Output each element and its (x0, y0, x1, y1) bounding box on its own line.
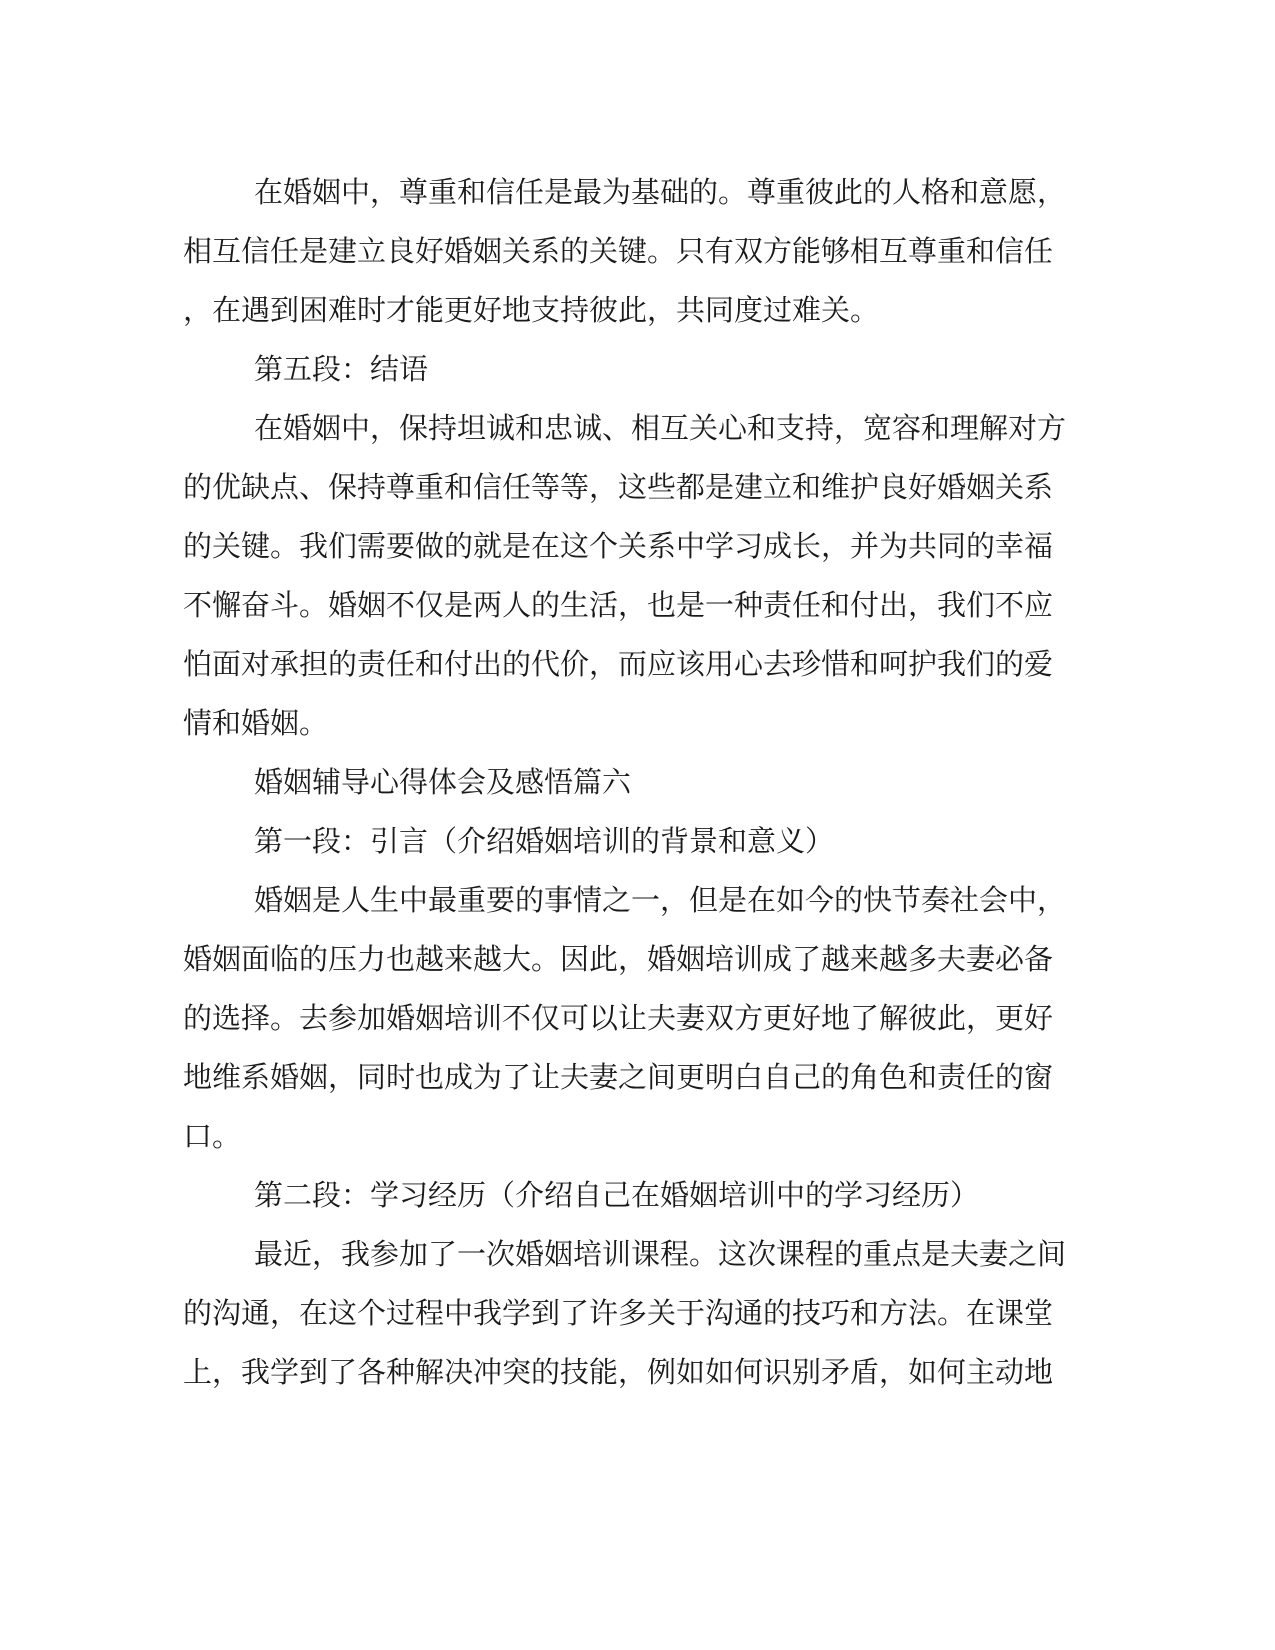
text-line: 婚姻是人生中最重要的事情之一，但是在如今的快节奏社会中， (254, 883, 1067, 917)
text-line: 的关键。我们需要做的就是在这个关系中学习成长，并为共同的幸福 (183, 529, 1054, 563)
text-line: 婚姻面临的压力也越来越大。因此，婚姻培训成了越来越多夫妻必备 (183, 942, 1054, 976)
text-line: 地维系婚姻，同时也成为了让夫妻之间更明白自己的角色和责任的窗 (183, 1060, 1054, 1094)
text-line: 在婚姻中，保持坦诚和忠诚、相互关心和支持，宽容和理解对方 (254, 411, 1067, 445)
text-line: 口。 (183, 1119, 242, 1153)
text-line: 最近，我参加了一次婚姻培训课程。这次课程的重点是夫妻之间 (254, 1237, 1067, 1271)
section-heading: 第五段：结语 (254, 352, 429, 386)
document-body (183, 163, 1067, 1402)
text-line: 不懈奋斗。婚姻不仅是两人的生活，也是一种责任和付出，我们不应 (183, 588, 1054, 622)
text-line: 情和婚姻。 (183, 706, 329, 740)
section-heading: 第二段：学习经历（介绍自己在婚姻培训中的学习经历） (254, 1178, 980, 1212)
text-line: 的沟通，在这个过程中我学到了许多关于沟通的技巧和方法。在课堂 (183, 1296, 1054, 1330)
text-line: ，在遇到困难时才能更好地支持彼此，共同度过难关。 (183, 293, 880, 327)
text-line: 上，我学到了各种解决冲突的技能，例如如何识别矛盾，如何主动地 (183, 1355, 1054, 1389)
section-heading: 第一段：引言（介绍婚姻培训的背景和意义） (254, 824, 835, 858)
text-line: 在婚姻中，尊重和信任是最为基础的。尊重彼此的人格和意愿， (254, 175, 1067, 209)
text-line: 的选择。去参加婚姻培训不仅可以让夫妻双方更好地了解彼此，更好 (183, 1001, 1054, 1035)
text-line: 相互信任是建立良好婚姻关系的关键。只有双方能够相互尊重和信任 (183, 234, 1054, 268)
text-line: 怕面对承担的责任和付出的代价，而应该用心去珍惜和呵护我们的爱 (183, 647, 1054, 681)
text-line: 的优缺点、保持尊重和信任等等，这些都是建立和维护良好婚姻关系 (183, 470, 1054, 504)
article-title: 婚姻辅导心得体会及感悟篇六 (254, 765, 632, 799)
